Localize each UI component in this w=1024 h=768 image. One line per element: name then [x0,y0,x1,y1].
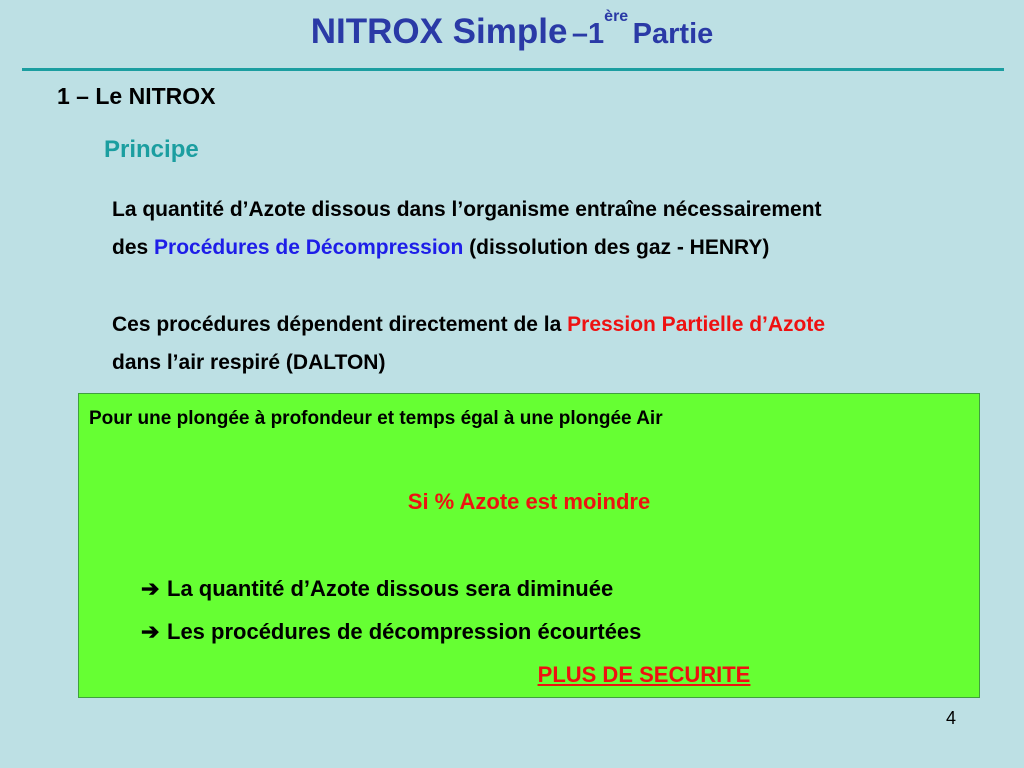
paragraph-line: La quantité d’Azote dissous dans l’organisme entraîne nécessairement [112,198,822,221]
title-divider [22,68,1004,71]
box-bullet [141,619,641,645]
paragraph-partial-pressure [112,306,992,382]
conclusion-box [78,393,980,698]
text-span: Ces procédures dépendent directement de la [112,313,568,336]
subsection-heading: Principe [104,136,199,163]
highlight-decompression: Procédures de Décompression [154,236,464,259]
title-number: 1 [588,18,605,50]
text-span: des [112,236,155,259]
box-conclusion [79,662,979,688]
paragraph-line [112,306,992,344]
paragraph-decompression [112,191,992,267]
title-main: NITROX Simple [310,12,568,51]
section-heading: 1 – Le NITROX [57,83,216,109]
box-bullet [141,576,613,602]
page-number: 4 [946,708,957,728]
paragraph-line [112,229,992,267]
title-superscript: ère [604,8,629,25]
arrow-right-icon: ➔ [141,576,160,601]
bullet-text: Les procédures de décompression écourtées [167,619,642,644]
title-dash: – [571,18,589,50]
arrow-right-icon: ➔ [141,619,160,644]
box-intro: Pour une plongée à profondeur et temps égal à une plongée Air [89,408,663,429]
bullet-text: La quantité d’Azote dissous sera diminuée [167,576,614,601]
slide-title [0,8,1024,52]
highlight-partial-pressure: Pression Partielle d’Azote [567,313,826,336]
title-part: Partie [632,18,714,50]
text-span: (dissolution des gaz - HENRY) [463,236,770,259]
box-condition: Si % Azote est moindre [407,489,651,514]
paragraph-line: dans l’air respiré (DALTON) [112,351,386,374]
conclusion-text: PLUS DE SECURITE [537,662,751,687]
